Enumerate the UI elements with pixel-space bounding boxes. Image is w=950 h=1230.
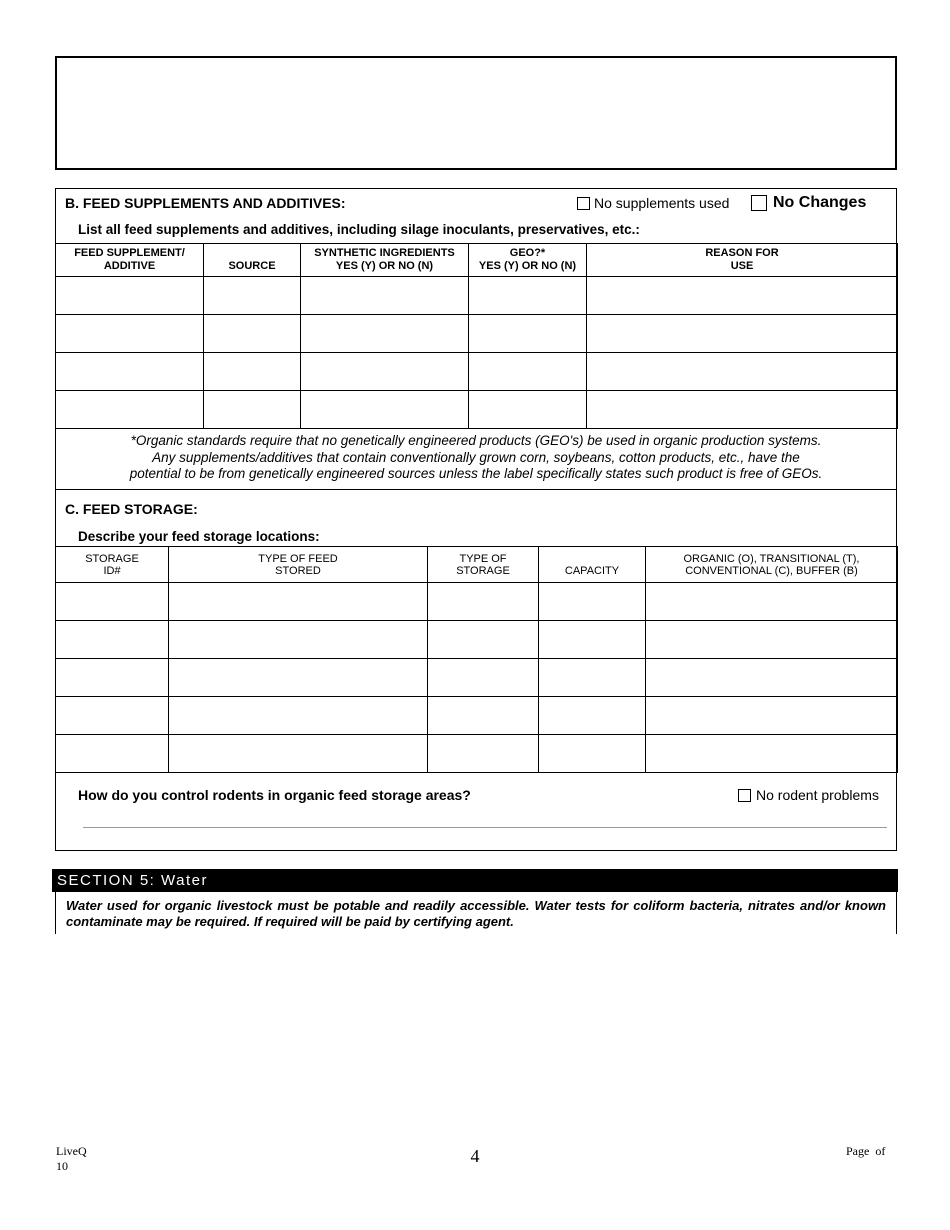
table-cell[interactable]: [587, 391, 898, 429]
table-cell[interactable]: [539, 659, 646, 697]
table-cell[interactable]: [169, 697, 428, 735]
column-header: REASON FOR USE: [587, 244, 898, 277]
table-cell[interactable]: [539, 621, 646, 659]
table-cell[interactable]: [428, 659, 539, 697]
table-cell[interactable]: [56, 621, 169, 659]
storage-header-row: [56, 547, 898, 583]
table-cell[interactable]: [169, 659, 428, 697]
table-cell[interactable]: [646, 659, 898, 697]
table-cell[interactable]: [469, 353, 587, 391]
column-header: GEO?* YES (Y) OR NO (N): [469, 244, 587, 277]
table-row: [56, 735, 898, 773]
column-header: ORGANIC (O), TRANSITIONAL (T), CONVENTIONAL (C), BUFFER (B): [646, 547, 898, 583]
table-cell[interactable]: [428, 621, 539, 659]
no-changes-option[interactable]: [751, 194, 866, 212]
table-cell[interactable]: [539, 735, 646, 773]
table-cell[interactable]: [587, 353, 898, 391]
no-rodent-option[interactable]: [738, 787, 879, 803]
section-5-header: SECTION 5: Water: [52, 869, 898, 892]
table-cell[interactable]: [56, 277, 204, 315]
no-changes-checkbox[interactable]: [751, 195, 767, 211]
no-supplements-option[interactable]: [577, 195, 729, 211]
supplements-header-row: [56, 244, 898, 277]
table-cell[interactable]: [301, 277, 469, 315]
column-header: SOURCE: [204, 244, 301, 277]
table-cell[interactable]: [539, 583, 646, 621]
table-cell[interactable]: [469, 277, 587, 315]
geo-footnote-line: *Organic standards require that no genetically engineered products (GEO's) be used in organic production systems.: [130, 433, 822, 448]
page-number: 4: [470, 1146, 480, 1166]
table-cell[interactable]: [428, 735, 539, 773]
column-header: FEED SUPPLEMENT/ ADDITIVE: [56, 244, 204, 277]
table-cell[interactable]: [204, 391, 301, 429]
table-cell[interactable]: [428, 583, 539, 621]
section-b-instruction: List all feed supplements and additives, including silage inoculants, preservatives, etc.:: [78, 222, 640, 237]
column-header: SYNTHETIC INGREDIENTS YES (Y) OR NO (N): [301, 244, 469, 277]
table-cell[interactable]: [169, 583, 428, 621]
table-cell[interactable]: [204, 353, 301, 391]
footer-form-name: LiveQ: [56, 1144, 87, 1158]
table-cell[interactable]: [56, 659, 169, 697]
table-cell[interactable]: [469, 391, 587, 429]
table-row: [56, 315, 898, 353]
table-cell[interactable]: [169, 735, 428, 773]
table-cell[interactable]: [56, 735, 169, 773]
table-cell[interactable]: [646, 697, 898, 735]
no-rodent-label: No rodent problems: [756, 787, 879, 803]
table-cell[interactable]: [204, 277, 301, 315]
table-cell[interactable]: [56, 583, 169, 621]
table-row: [56, 277, 898, 315]
geo-footnote-line: Any supplements/additives that contain conventionally grown corn, soybeans, cotton products, etc., have the: [152, 449, 800, 465]
supplements-table: [55, 243, 898, 429]
table-cell[interactable]: [646, 735, 898, 773]
feed-storage-table: [55, 546, 898, 773]
table-row: [56, 353, 898, 391]
no-changes-label: No Changes: [773, 194, 867, 211]
table-cell[interactable]: [587, 277, 898, 315]
table-cell[interactable]: [587, 315, 898, 353]
section-c-instruction: Describe your feed storage locations:: [78, 529, 320, 544]
table-cell[interactable]: [169, 621, 428, 659]
section-5-text: Water used for organic livestock must be potable and readily accessible. Water tests for coliform bacteria, nitrates and/or known contaminate may be required. If required will be paid by certifying agent.: [55, 892, 897, 934]
column-header: TYPE OF STORAGE: [428, 547, 539, 583]
column-header: CAPACITY: [539, 547, 646, 583]
table-cell[interactable]: [301, 391, 469, 429]
table-row: [56, 697, 898, 735]
table-row: [56, 583, 898, 621]
table-cell[interactable]: [301, 353, 469, 391]
table-cell[interactable]: [539, 697, 646, 735]
page-of-label: Page of: [846, 1144, 886, 1158]
no-supplements-checkbox[interactable]: [577, 197, 590, 210]
table-row: [56, 391, 898, 429]
table-cell[interactable]: [56, 391, 204, 429]
table-cell[interactable]: [646, 583, 898, 621]
table-cell[interactable]: [56, 315, 204, 353]
text-box-top[interactable]: [55, 56, 897, 170]
table-cell[interactable]: [56, 353, 204, 391]
section-c-title: C. FEED STORAGE:: [65, 501, 198, 517]
table-cell[interactable]: [428, 697, 539, 735]
footer-form-version: 10: [56, 1159, 68, 1173]
table-cell[interactable]: [469, 315, 587, 353]
divider: [55, 489, 897, 490]
table-row: [56, 659, 898, 697]
table-row: [56, 621, 898, 659]
geo-footnote: [55, 433, 897, 483]
table-cell[interactable]: [301, 315, 469, 353]
table-cell[interactable]: [204, 315, 301, 353]
table-cell[interactable]: [646, 621, 898, 659]
rodent-answer-line[interactable]: [83, 827, 887, 828]
section-b-title: B. FEED SUPPLEMENTS AND ADDITIVES:: [65, 195, 346, 211]
no-supplements-label: No supplements used: [594, 195, 730, 211]
column-header: STORAGE ID#: [56, 547, 169, 583]
no-rodent-checkbox[interactable]: [738, 789, 751, 802]
column-header: TYPE OF FEED STORED: [169, 547, 428, 583]
table-cell[interactable]: [56, 697, 169, 735]
rodent-control-question: How do you control rodents in organic feed storage areas?: [78, 787, 471, 803]
geo-footnote-line: potential to be from genetically engineered sources unless the label specifically states such product is free of GEOs.: [129, 466, 823, 481]
